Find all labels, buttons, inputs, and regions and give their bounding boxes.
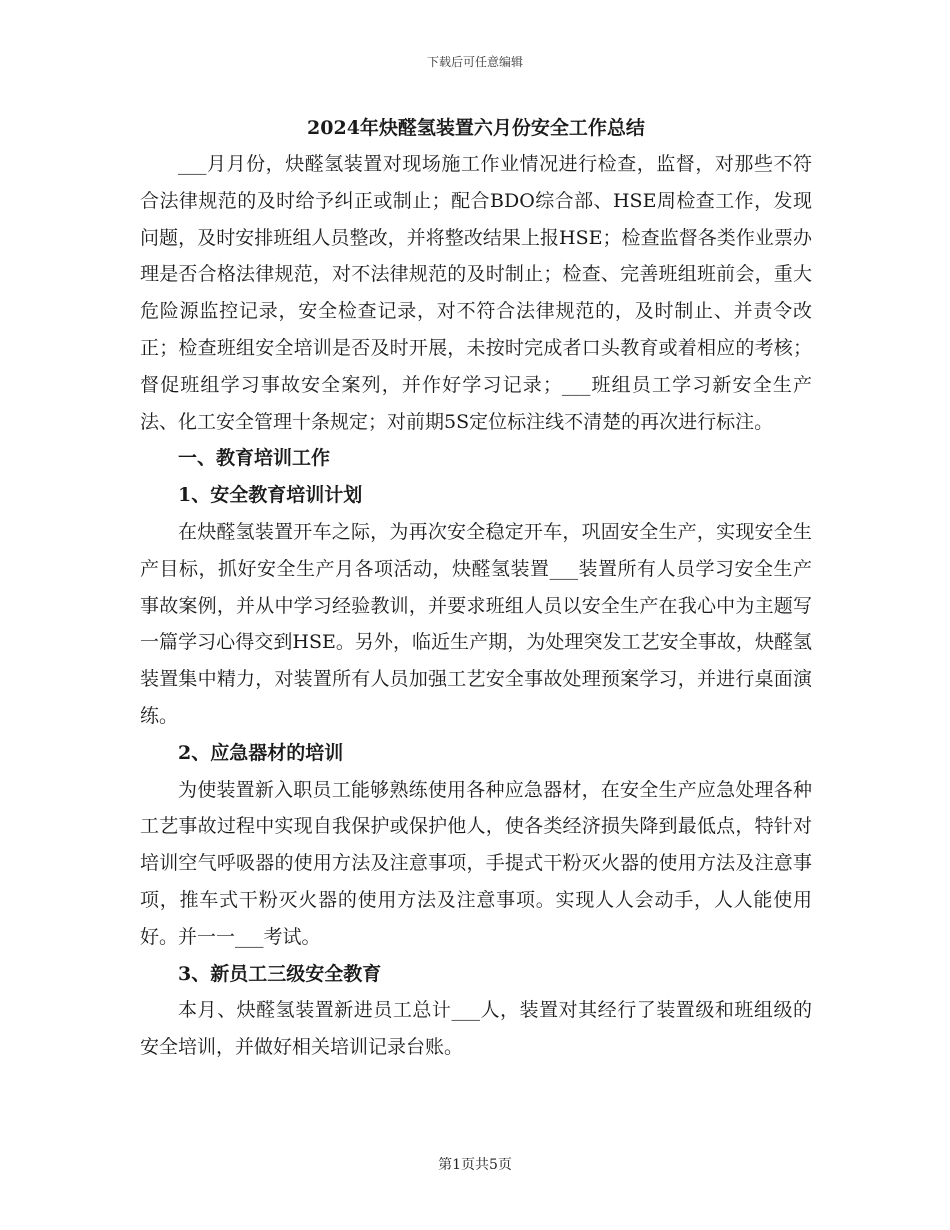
subsection-heading-training-plan: 1、安全教育培训计划 <box>178 484 363 507</box>
emergency-equipment-paragraph: 为使装置新入职员工能够熟练使用各种应急器材，在安全生产应急处理各种工艺事故过程中实现自我保护或保护他人，使各类经济损失降到最低点，特针对培训空气呼吸器的使用方法及注意事项，手提式干粉灭火器的使用方法及注意事项，推车式干粉灭火器的使用方法及注意事项。实现人人会动手，人人能使用好。并一一___考试。 <box>140 778 812 948</box>
document-body <box>140 110 812 1066</box>
section-heading-education: 一、教育培训工作 <box>178 447 331 470</box>
intro-paragraph: ___月月份，炔醛氢装置对现场施工作业情况进行检查，监督，对那些不符合法律规范的及时给予纠正或制止；配合BDO综合部、HSE周检查工作，发现问题，及时安排班组人员整改，并将整改结果上报HSE；检查监督各类作业票办理是否合格法律规范，对不法律规范的及时制止；检查、完善班组班前会，重大危险源监控记录，安全检查记录，对不符合法律规范的，及时制止、并责令改正；检查班组安全培训是否及时开展，未按时完成者口头教育或着相应的考核；督促班组学习事故安全案列，并作好学习记录；___班组员工学习新安全生产法、化工安全管理十条规定；对前期5S定位标注线不清楚的再次进行标注。 <box>140 153 812 433</box>
new-staff-education-paragraph: 本月、炔醛氢装置新进员工总计___人，装置对其经行了装置级和班组级的安全培训，并做好相关培训记录台账。 <box>140 999 812 1059</box>
training-plan-paragraph: 在炔醛氢装置开车之际，为再次安全稳定开车，巩固安全生产，实现安全生产目标，抓好安全生产月各项活动，炔醛氢装置___装置所有人员学习安全生产事故案例，并从中学习经验教训，并要求班组人员以安全生产在我心中为主题写一篇学习心得交到HSE。另外，临近生产期，为处理突发工艺安全事故，炔醛氢装置集中精力，对装置所有人员加强工艺安全事故处理预案学习，并进行桌面演练。 <box>140 520 812 727</box>
subsection-heading-emergency-equipment: 2、应急器材的培训 <box>178 741 344 764</box>
subsection-heading-new-staff-education: 3、新员工三级安全教育 <box>178 962 382 985</box>
page-number: 第1页共5页 <box>438 1157 512 1173</box>
document-title: 2024年炔醛氢装置六月份安全工作总结 <box>307 117 645 139</box>
page-header-note: 下载后可任意编辑 <box>426 55 523 69</box>
